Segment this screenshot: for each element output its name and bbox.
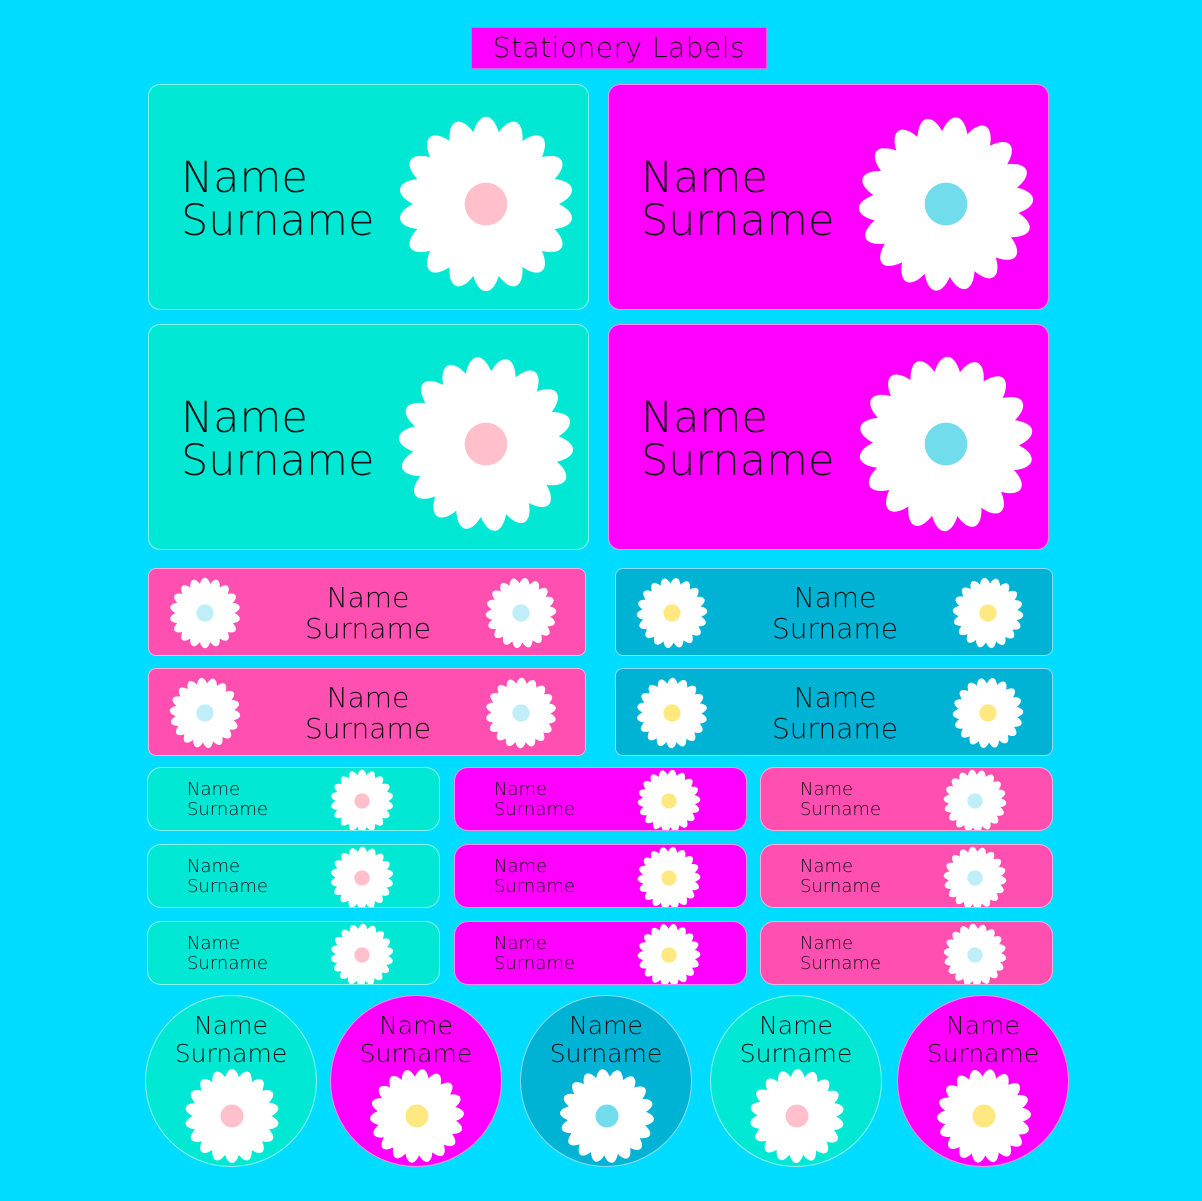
small-name-label <box>147 767 440 831</box>
label-surname: Surname <box>739 1039 853 1068</box>
label-surname: Surname <box>800 953 881 974</box>
label-name: Name <box>494 779 548 800</box>
daisy-icon <box>952 577 1024 653</box>
small-name-label <box>147 844 440 908</box>
large-name-label <box>148 324 589 550</box>
large-name-label <box>608 84 1049 310</box>
label-name: Name <box>187 933 241 954</box>
label-surname: Surname <box>800 876 881 897</box>
label-name: Name <box>181 393 308 443</box>
daisy-icon <box>943 769 1007 831</box>
daisy-icon <box>330 769 394 831</box>
daisy-icon <box>330 923 394 985</box>
label-name: Name <box>187 856 241 877</box>
label-text <box>187 857 268 897</box>
round-name-label <box>897 995 1069 1167</box>
round-name-label <box>520 995 692 1167</box>
label-name: Name <box>194 1011 268 1040</box>
label-name: Name <box>641 393 768 443</box>
daisy-icon <box>637 846 701 908</box>
daisy-icon <box>397 115 575 297</box>
label-text <box>494 857 575 897</box>
label-text <box>800 934 881 974</box>
daisy-icon <box>936 1068 1032 1167</box>
label-text <box>711 1012 881 1068</box>
daisy-icon <box>943 846 1007 908</box>
label-surname: Surname <box>641 436 835 486</box>
label-name: Name <box>641 153 768 203</box>
label-surname: Surname <box>181 196 375 246</box>
label-surname: Surname <box>926 1039 1040 1068</box>
small-name-label <box>454 844 747 908</box>
label-name: Name <box>494 933 548 954</box>
daisy-icon <box>184 1068 280 1167</box>
label-name: Name <box>326 581 410 614</box>
label-text <box>249 682 487 744</box>
label-surname: Surname <box>187 876 268 897</box>
large-name-label <box>148 84 589 310</box>
daisy-icon <box>169 677 241 753</box>
label-text <box>716 582 954 644</box>
label-text <box>716 682 954 744</box>
label-surname: Surname <box>494 799 575 820</box>
label-surname: Surname <box>494 953 575 974</box>
label-name: Name <box>759 1011 833 1040</box>
label-surname: Surname <box>494 876 575 897</box>
label-text <box>181 153 375 246</box>
medium-name-label <box>615 668 1053 756</box>
label-name: Name <box>569 1011 643 1040</box>
small-name-label <box>454 921 747 985</box>
label-surname: Surname <box>187 799 268 820</box>
round-name-label <box>710 995 882 1167</box>
small-name-label <box>760 844 1053 908</box>
label-surname: Surname <box>800 799 881 820</box>
label-text <box>146 1012 316 1068</box>
daisy-icon <box>330 846 394 908</box>
label-surname: Surname <box>174 1039 288 1068</box>
label-name: Name <box>793 681 877 714</box>
label-surname: Surname <box>305 712 431 745</box>
label-surname: Surname <box>187 953 268 974</box>
daisy-icon <box>857 115 1035 297</box>
daisy-icon <box>637 923 701 985</box>
label-text <box>898 1012 1068 1068</box>
daisy-icon <box>169 577 241 653</box>
daisy-icon <box>369 1068 465 1167</box>
daisy-icon <box>749 1068 845 1167</box>
label-text <box>494 780 575 820</box>
label-name: Name <box>181 153 308 203</box>
daisy-icon <box>559 1068 655 1167</box>
daisy-icon <box>636 577 708 653</box>
label-surname: Surname <box>359 1039 473 1068</box>
label-text <box>521 1012 691 1068</box>
medium-name-label <box>148 668 586 756</box>
daisy-icon <box>857 355 1035 537</box>
daisy-icon <box>485 677 557 753</box>
label-surname: Surname <box>641 196 835 246</box>
label-text <box>181 393 375 486</box>
medium-name-label <box>615 568 1053 656</box>
label-text <box>800 857 881 897</box>
label-text <box>331 1012 501 1068</box>
small-name-label <box>760 921 1053 985</box>
daisy-icon <box>943 923 1007 985</box>
daisy-icon <box>485 577 557 653</box>
daisy-icon <box>637 769 701 831</box>
label-name: Name <box>326 681 410 714</box>
label-text <box>800 780 881 820</box>
label-text <box>641 153 835 246</box>
sheet-title: Stationery Labels <box>471 27 767 69</box>
label-name: Name <box>379 1011 453 1040</box>
label-text <box>187 934 268 974</box>
label-text <box>641 393 835 486</box>
label-surname: Surname <box>305 612 431 645</box>
daisy-icon <box>636 677 708 753</box>
label-surname: Surname <box>549 1039 663 1068</box>
label-name: Name <box>800 779 854 800</box>
small-name-label <box>147 921 440 985</box>
label-name: Name <box>800 856 854 877</box>
label-surname: Surname <box>772 712 898 745</box>
label-text <box>187 780 268 820</box>
label-name: Name <box>793 581 877 614</box>
daisy-icon <box>397 355 575 537</box>
label-surname: Surname <box>772 612 898 645</box>
large-name-label <box>608 324 1049 550</box>
label-name: Name <box>494 856 548 877</box>
label-text <box>494 934 575 974</box>
round-name-label <box>145 995 317 1167</box>
label-name: Name <box>946 1011 1020 1040</box>
label-name: Name <box>187 779 241 800</box>
medium-name-label <box>148 568 586 656</box>
daisy-icon <box>952 677 1024 753</box>
label-name: Name <box>800 933 854 954</box>
label-text <box>249 582 487 644</box>
round-name-label <box>330 995 502 1167</box>
small-name-label <box>454 767 747 831</box>
label-surname: Surname <box>181 436 375 486</box>
small-name-label <box>760 767 1053 831</box>
